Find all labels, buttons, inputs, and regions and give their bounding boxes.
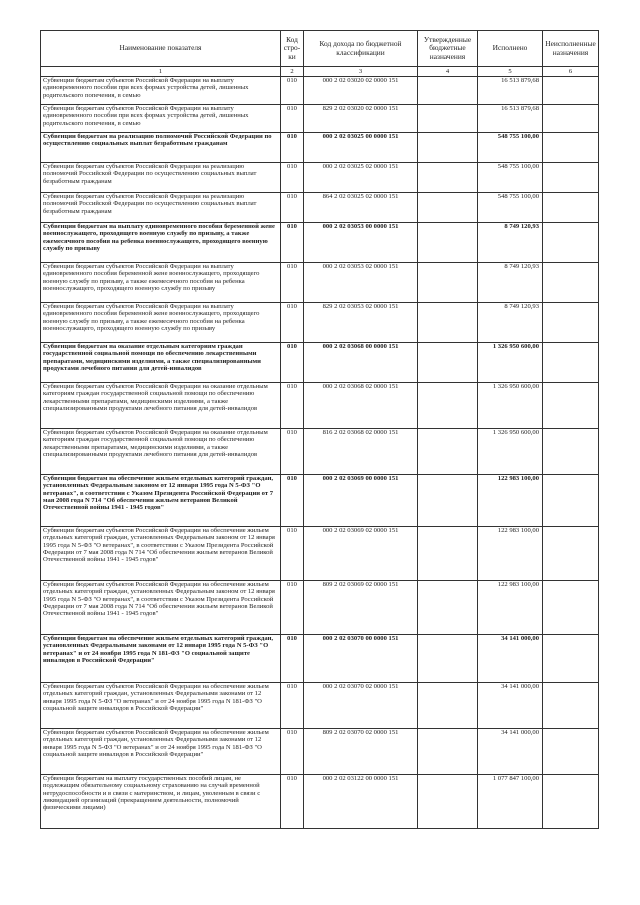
row-code-cell: 010 <box>281 429 304 475</box>
row-code-cell: 010 <box>281 383 304 429</box>
table-row <box>41 581 599 635</box>
table-row <box>41 683 599 729</box>
income-code-cell: 000 2 02 03069 00 0000 151 <box>304 475 418 527</box>
executed-amount-cell: 548 755 100,00 <box>478 193 543 223</box>
table-row <box>41 163 599 193</box>
income-code-cell: 000 2 02 03053 00 0000 151 <box>304 223 418 263</box>
unexecuted-amount-cell <box>543 383 599 429</box>
row-name-cell: Субвенции бюджетам субъектов Российской Федерации на обеспечение жильем отдельных категорий граждан, установленных Федеральными законами от 12 января 1995 года N 5-ФЗ "О ветеранах" и от 24 ноября 1995 года N 181-ФЗ "О социальной защите инвалидов в Российской Федерации" <box>41 683 281 729</box>
executed-amount-cell: 1 326 950 600,00 <box>478 383 543 429</box>
table-row <box>41 133 599 163</box>
header-row <box>41 31 599 67</box>
table-row <box>41 775 599 829</box>
income-code-cell: 809 2 02 03069 02 0000 151 <box>304 581 418 635</box>
unexecuted-amount-cell <box>543 303 599 343</box>
approved-amount-cell <box>418 193 478 223</box>
row-name-cell: Субвенции бюджетам субъектов Российской Федерации на обеспечение жильем отдельных категорий граждан, установленных Федеральными законами от 12 января 1995 года N 5-ФЗ "О ветеранах" и от 24 ноября 1995 года N 181-ФЗ "О социальной защите инвалидов в Российской Федерации" <box>41 729 281 775</box>
row-name-cell: Субвенции бюджетам субъектов Российской Федерации на реализацию полномочий Российской Федерации по осуществлению социальных выплат безработным гражданам <box>41 193 281 223</box>
table-row <box>41 77 599 105</box>
approved-amount-cell <box>418 527 478 581</box>
row-name-cell: Субвенции бюджетам субъектов Российской Федерации на обеспечение жильем отдельных категорий граждан, установленных Федеральным законом от 12 января 1995 года N 5-ФЗ "О ветеранах", в соответствии с Указом Президента Российской Федерации от 7 мая 2008 года N 714 "Об обеспечении жильем ветеранов Великой Отечественной войны 1941 - 1945 годов" <box>41 581 281 635</box>
table-row <box>41 105 599 133</box>
row-code-cell: 010 <box>281 263 304 303</box>
row-code-cell: 010 <box>281 77 304 105</box>
income-code-cell: 000 2 02 03020 02 0000 151 <box>304 77 418 105</box>
unexecuted-amount-cell <box>543 429 599 475</box>
col-header-approved: Утвержденные бюджетные назначения <box>418 31 478 67</box>
col-number: 6 <box>543 67 599 77</box>
approved-amount-cell <box>418 77 478 105</box>
row-name-cell: Субвенции бюджетам на оказание отдельным категориям граждан государственной социальной помощи по обеспечению лекарственными препаратами, медицинскими изделиями, а также специализированными продуктами лечебного питания для детей-инвалидов <box>41 343 281 383</box>
row-name-cell: Субвенции бюджетам субъектов Российской Федерации на оказание отдельным категориям граждан государственной социальной помощи по обеспечению лекарственными препаратами, медицинскими изделиями, а также специализированными продуктами лечебного питания для детей-инвалидов <box>41 383 281 429</box>
table-row <box>41 263 599 303</box>
executed-amount-cell: 34 141 000,00 <box>478 729 543 775</box>
row-code-cell: 010 <box>281 343 304 383</box>
executed-amount-cell: 122 983 100,00 <box>478 475 543 527</box>
approved-amount-cell <box>418 581 478 635</box>
income-code-cell: 000 2 02 03070 02 0000 151 <box>304 683 418 729</box>
executed-amount-cell: 16 513 879,68 <box>478 105 543 133</box>
income-code-cell: 000 2 02 03025 02 0000 151 <box>304 163 418 193</box>
executed-amount-cell: 122 983 100,00 <box>478 581 543 635</box>
row-name-cell: Субвенции бюджетам субъектов Российской Федерации на обеспечение жильем отдельных категорий граждан, установленных Федеральным законом от 12 января 1995 года N 5-ФЗ "О ветеранах", в соответствии с Указом Президента Российской Федерации от 7 мая 2008 года N 714 "Об обеспечении жильем ветеранов Великой Отечественной войны 1941 - 1945 годов" <box>41 527 281 581</box>
col-header-row-code: Код стро-ки <box>281 31 304 67</box>
income-code-cell: 829 2 02 03053 02 0000 151 <box>304 303 418 343</box>
income-code-cell: 000 2 02 03069 02 0000 151 <box>304 527 418 581</box>
row-name-cell: Субвенции бюджетам на обеспечение жильем отдельных категорий граждан, установленных Федеральными законами от 12 января 1995 года N 5-ФЗ "О ветеранах" и от 24 ноября 1995 года N 181-ФЗ "О социальной защите инвалидов в Российской Федерации" <box>41 635 281 683</box>
executed-amount-cell: 548 755 100,00 <box>478 163 543 193</box>
table-row <box>41 729 599 775</box>
table-row <box>41 343 599 383</box>
approved-amount-cell <box>418 303 478 343</box>
unexecuted-amount-cell <box>543 77 599 105</box>
unexecuted-amount-cell <box>543 729 599 775</box>
row-name-cell: Субвенции бюджетам субъектов Российской Федерации на оказание отдельным категориям граждан государственной социальной помощи по обеспечению лекарственными препаратами, медицинскими изделиями, а также специализированными продуктами лечебного питания для детей-инвалидов <box>41 429 281 475</box>
income-code-cell: 816 2 02 03068 02 0000 151 <box>304 429 418 475</box>
row-code-cell: 010 <box>281 193 304 223</box>
table-row <box>41 303 599 343</box>
table-row <box>41 429 599 475</box>
row-code-cell: 010 <box>281 775 304 829</box>
row-name-cell: Субвенции бюджетам на выплату единовременного пособия беременной жене военнослужащего, проходящего военную службу по призыву, а также ежемесячного пособия на ребенка военнослужащего, проходящего военную службу по призыву <box>41 223 281 263</box>
row-code-cell: 010 <box>281 163 304 193</box>
executed-amount-cell: 16 513 879,68 <box>478 77 543 105</box>
approved-amount-cell <box>418 775 478 829</box>
approved-amount-cell <box>418 343 478 383</box>
col-header-income-code: Код дохода по бюджетной классификации <box>304 31 418 67</box>
row-name-cell: Субвенции бюджетам субъектов Российской Федерации на выплату единовременного пособия беременной жене военнослужащего, проходящего военную службу по призыву, а также ежемесячного пособия на ребенка военнослужащего, проходящего военную службу по призыву <box>41 303 281 343</box>
col-number: 5 <box>478 67 543 77</box>
row-name-cell: Субвенции бюджетам на обеспечение жильем отдельных категорий граждан, установленных Федеральным законом от 12 января 1995 года N 5-ФЗ "О ветеранах", в соответствии с Указом Президента Российской Федерации от 7 мая 2008 года N 714 "Об обеспечении жильем ветеранов Великой Отечественной войны 1941 - 1945 годов" <box>41 475 281 527</box>
row-name-cell: Субвенции бюджетам субъектов Российской Федерации на выплату единовременного пособия беременной жене военнослужащего, проходящего военную службу по призыву, а также ежемесячного пособия на ребенка военнослужащего, проходящего военную службу по призыву <box>41 263 281 303</box>
unexecuted-amount-cell <box>543 635 599 683</box>
row-code-cell: 010 <box>281 683 304 729</box>
approved-amount-cell <box>418 729 478 775</box>
approved-amount-cell <box>418 635 478 683</box>
unexecuted-amount-cell <box>543 133 599 163</box>
executed-amount-cell: 8 749 120,93 <box>478 263 543 303</box>
col-header-executed: Исполнено <box>478 31 543 67</box>
row-code-cell: 010 <box>281 581 304 635</box>
row-name-cell: Субвенции бюджетам субъектов Российской Федерации на выплату единовременного пособия при всех формах устройства детей, лишенных родительского попечения, в семью <box>41 77 281 105</box>
approved-amount-cell <box>418 223 478 263</box>
table-row <box>41 635 599 683</box>
budget-report-page <box>40 30 598 829</box>
col-number: 1 <box>41 67 281 77</box>
unexecuted-amount-cell <box>543 193 599 223</box>
executed-amount-cell: 122 983 100,00 <box>478 527 543 581</box>
row-name-cell: Субвенции бюджетам субъектов Российской Федерации на выплату единовременного пособия при всех формах устройства детей, лишенных родительского попечения, в семью <box>41 105 281 133</box>
approved-amount-cell <box>418 475 478 527</box>
row-code-cell: 010 <box>281 303 304 343</box>
executed-amount-cell: 34 141 000,00 <box>478 635 543 683</box>
unexecuted-amount-cell <box>543 223 599 263</box>
row-code-cell: 010 <box>281 635 304 683</box>
col-header-unexecuted: Неисполненные назначения <box>543 31 599 67</box>
income-code-cell: 000 2 02 03122 00 0000 151 <box>304 775 418 829</box>
approved-amount-cell <box>418 133 478 163</box>
row-name-cell: Субвенции бюджетам на выплату государственных пособий лицам, не подлежащим обязательному социальному страхованию на случай временной нетрудоспособности и в связи с материнством, и лицам, уволенным в связи с ликвидацией организаций (прекращением деятельности, полномочий физическими лицами) <box>41 775 281 829</box>
executed-amount-cell: 1 326 950 600,00 <box>478 343 543 383</box>
col-header-name: Наименование показателя <box>41 31 281 67</box>
executed-amount-cell: 548 755 100,00 <box>478 133 543 163</box>
row-code-cell: 010 <box>281 105 304 133</box>
income-code-cell: 000 2 02 03068 00 0000 151 <box>304 343 418 383</box>
table-row <box>41 193 599 223</box>
row-code-cell: 010 <box>281 223 304 263</box>
approved-amount-cell <box>418 683 478 729</box>
unexecuted-amount-cell <box>543 775 599 829</box>
budget-execution-table <box>40 30 599 829</box>
col-number: 4 <box>418 67 478 77</box>
row-name-cell: Субвенции бюджетам на реализацию полномочий Российской Федерации по осуществлению социальных выплат безработным гражданам <box>41 133 281 163</box>
approved-amount-cell <box>418 383 478 429</box>
executed-amount-cell: 1 077 847 100,00 <box>478 775 543 829</box>
column-number-row <box>41 67 599 77</box>
income-code-cell: 000 2 02 03053 02 0000 151 <box>304 263 418 303</box>
income-code-cell: 864 2 02 03025 02 0000 151 <box>304 193 418 223</box>
unexecuted-amount-cell <box>543 343 599 383</box>
unexecuted-amount-cell <box>543 683 599 729</box>
income-code-cell: 000 2 02 03025 00 0000 151 <box>304 133 418 163</box>
executed-amount-cell: 8 749 120,93 <box>478 223 543 263</box>
unexecuted-amount-cell <box>543 263 599 303</box>
table-row <box>41 223 599 263</box>
approved-amount-cell <box>418 105 478 133</box>
table-row <box>41 475 599 527</box>
income-code-cell: 000 2 02 03068 02 0000 151 <box>304 383 418 429</box>
income-code-cell: 000 2 02 03070 00 0000 151 <box>304 635 418 683</box>
unexecuted-amount-cell <box>543 475 599 527</box>
row-code-cell: 010 <box>281 133 304 163</box>
col-number: 3 <box>304 67 418 77</box>
table-row <box>41 383 599 429</box>
income-code-cell: 809 2 02 03070 02 0000 151 <box>304 729 418 775</box>
executed-amount-cell: 8 749 120,93 <box>478 303 543 343</box>
unexecuted-amount-cell <box>543 581 599 635</box>
approved-amount-cell <box>418 429 478 475</box>
executed-amount-cell: 34 141 000,00 <box>478 683 543 729</box>
executed-amount-cell: 1 326 950 600,00 <box>478 429 543 475</box>
unexecuted-amount-cell <box>543 163 599 193</box>
approved-amount-cell <box>418 263 478 303</box>
table-body <box>41 77 599 829</box>
col-number: 2 <box>281 67 304 77</box>
row-code-cell: 010 <box>281 527 304 581</box>
approved-amount-cell <box>418 163 478 193</box>
row-code-cell: 010 <box>281 729 304 775</box>
unexecuted-amount-cell <box>543 527 599 581</box>
unexecuted-amount-cell <box>543 105 599 133</box>
income-code-cell: 829 2 02 03020 02 0000 151 <box>304 105 418 133</box>
row-name-cell: Субвенции бюджетам субъектов Российской Федерации на реализацию полномочий Российской Федерации по осуществлению социальных выплат безработным гражданам <box>41 163 281 193</box>
table-row <box>41 527 599 581</box>
row-code-cell: 010 <box>281 475 304 527</box>
